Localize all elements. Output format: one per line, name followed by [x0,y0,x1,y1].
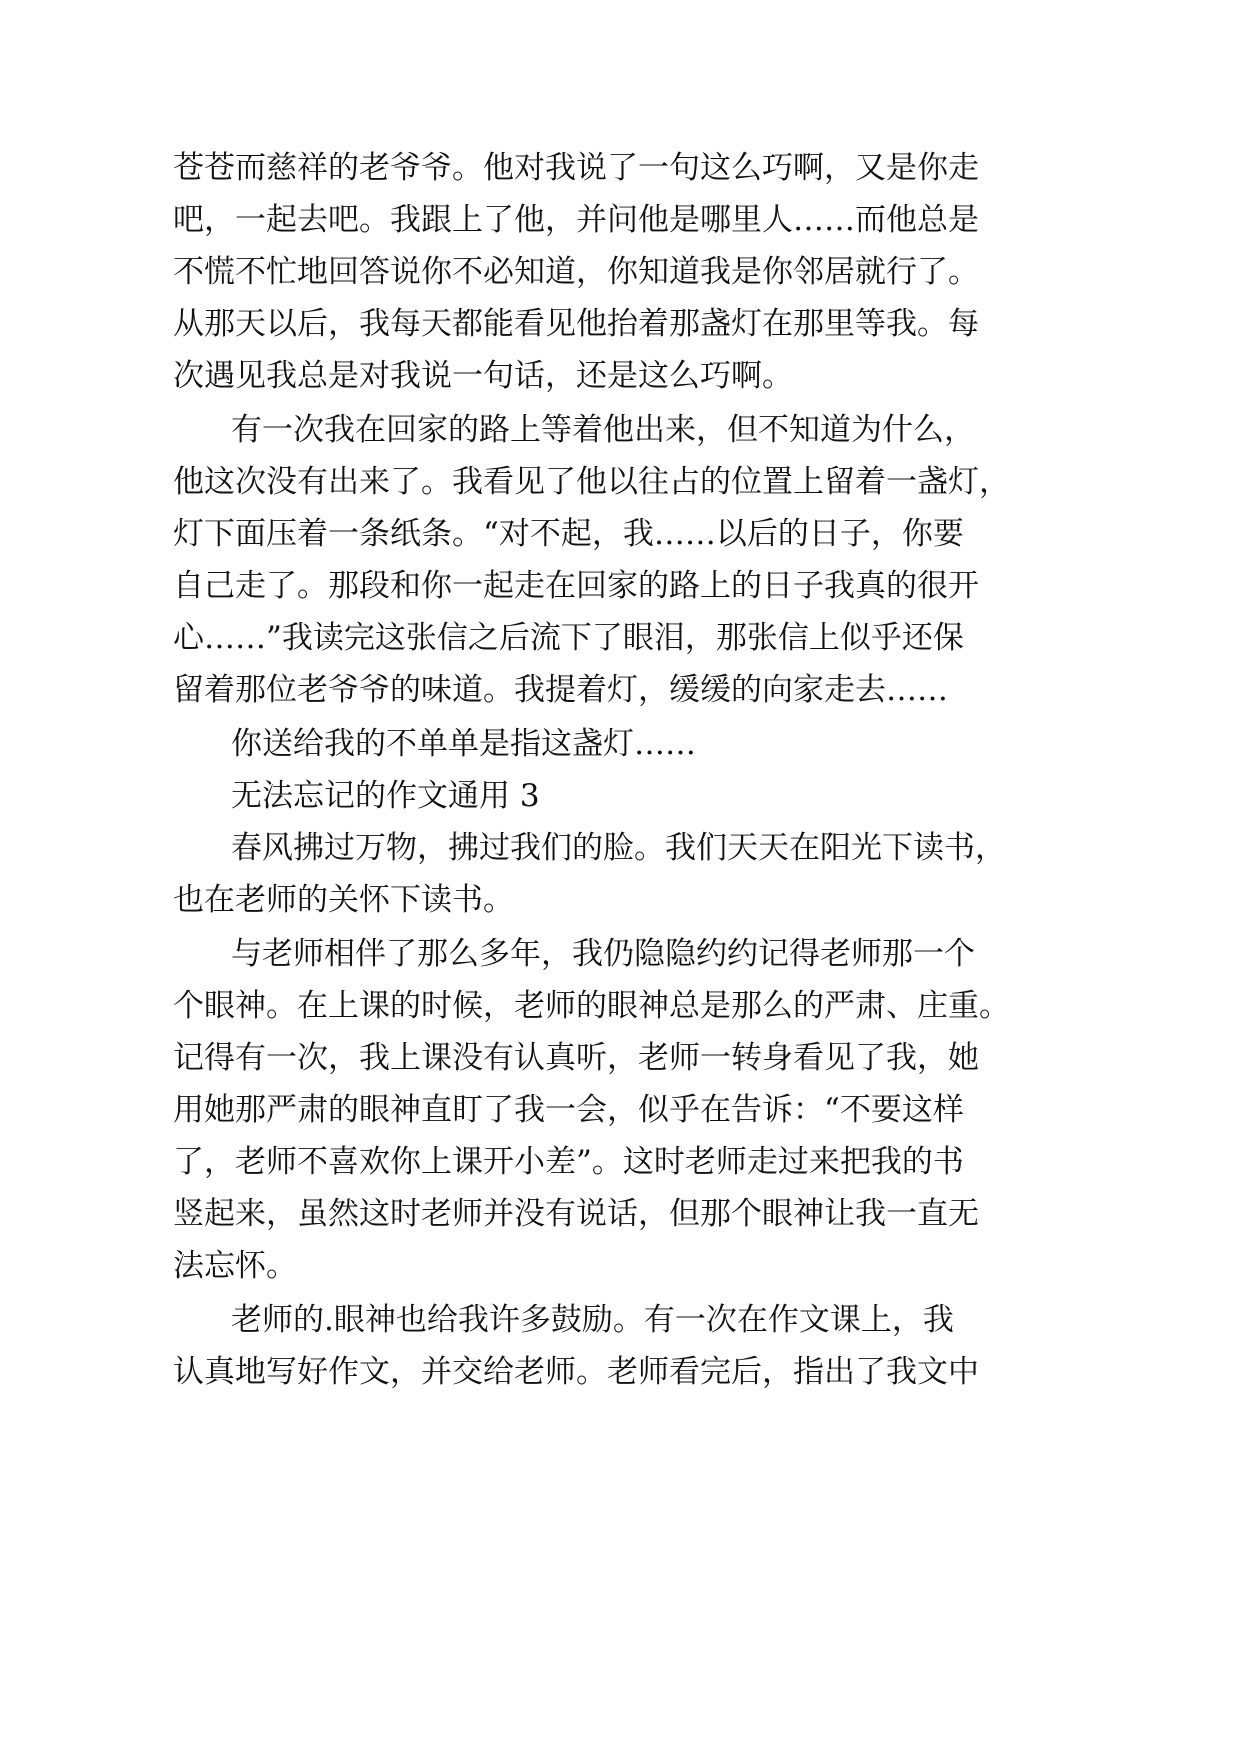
line-text: 留着那位老爷爷的味道。我提着灯，缓缓的向家走去…… [173,672,948,708]
line-text: 灯下面压着一条纸条。“对不起，我……以后的日子，你要 [173,516,964,552]
line-text: 次遇见我总是对我说一句话，还是这么巧啊。 [173,358,793,394]
line-text: 与老师相伴了那么多年，我仍隐隐约约记得老师那一个 [231,936,975,972]
line-text: 个眼神。在上课的时候，老师的眼神总是那么的严肃、庄重。 [173,988,1010,1024]
line-text: 了，老师不喜欢你上课开小差”。这时老师走过来把我的书 [173,1144,964,1180]
line-text: 不慌不忙地回答说你不必知道，你知道我是你邻居就行了。 [173,254,979,290]
line-text: 记得有一次，我上课没有认真听，老师一转身看见了我，她 [173,1040,979,1076]
line-text: 老师的.眼神也给我许多鼓励。有一次在作文课上，我 [231,1302,954,1338]
line-text: 吧，一起去吧。我跟上了他，并问他是哪里人……而他总是 [173,202,979,238]
line-text: 认真地写好作文，并交给老师。老师看完后，指出了我文中 [173,1354,979,1390]
line-text: 有一次我在回家的路上等着他出来，但不知道为什么， [231,412,975,448]
line-text: 苍苍而慈祥的老爷爷。他对我说了一句这么巧啊，又是你走 [173,150,979,186]
line-text: 竖起来，虽然这时老师并没有说话，但那个眼神让我一直无 [173,1196,979,1232]
line-text: 春风拂过万物，拂过我们的脸。我们天天在阳光下读书， [231,830,1006,866]
line-text: 法忘怀。 [173,1248,297,1284]
line-text: 心……”我读完这张信之后流下了眼泪，那张信上似乎还保 [173,620,964,656]
line-text: 他这次没有出来了。我看见了他以往占的位置上留着一盏灯， [173,464,1010,500]
line-text: 自己走了。那段和你一起走在回家的路上的日子我真的很开 [173,568,979,604]
line-text: 从那天以后，我每天都能看见他抬着那盏灯在那里等我。每 [173,306,979,342]
text-line [0,1340,1241,1404]
line-text: 用她那严肃的眼神直盯了我一会，似乎在告诉：“不要这样 [173,1092,964,1128]
line-text: 无法忘记的作文通用 3 [231,778,540,814]
line-text: 也在老师的关怀下读书。 [173,882,514,918]
line-text: 你送给我的不单单是指这盏灯…… [231,726,696,762]
